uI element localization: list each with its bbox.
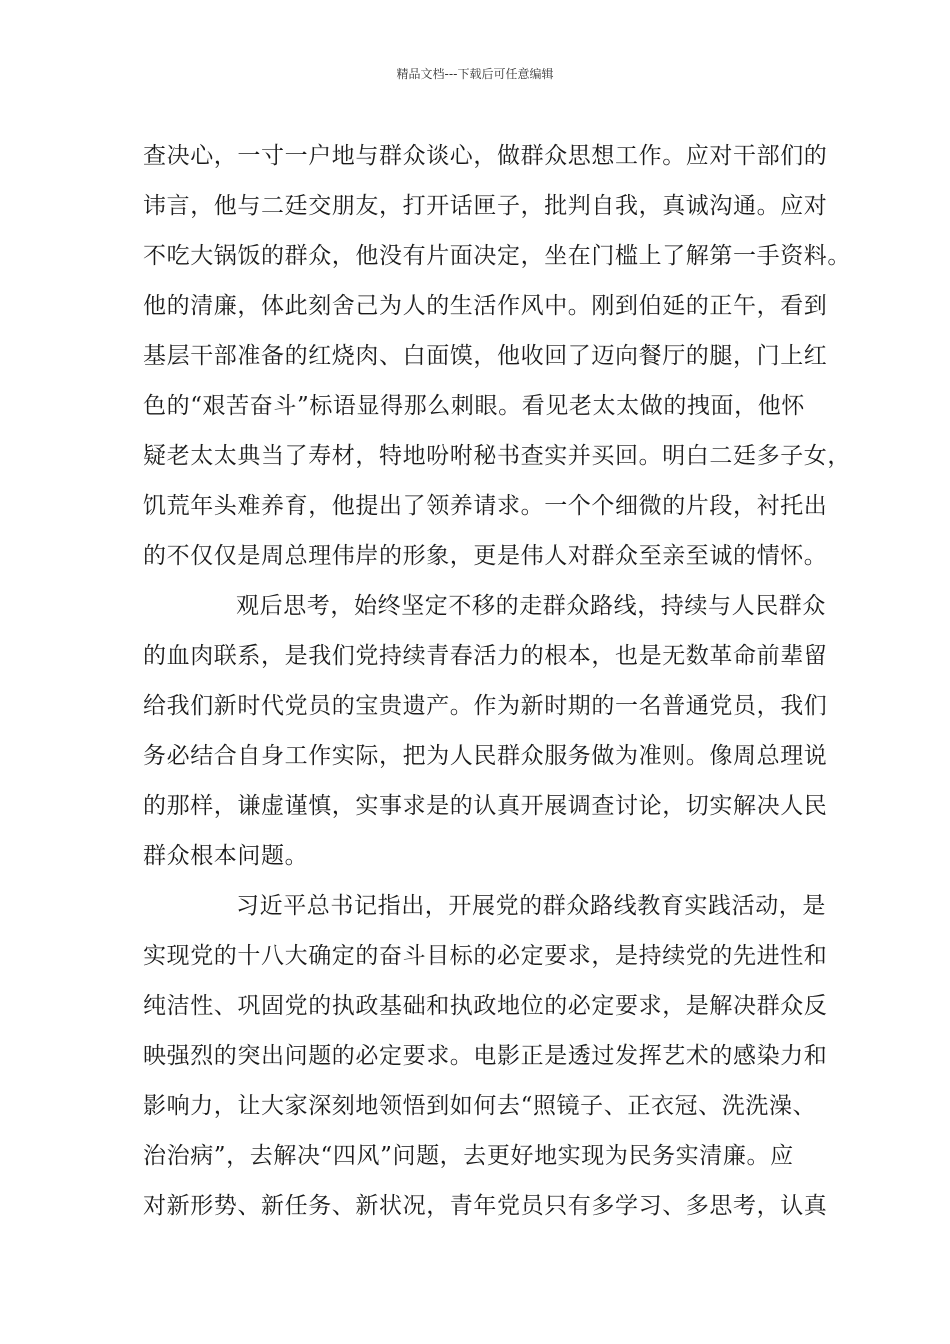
text-line: 讳言，他与二廷交朋友，打开话匣子，批判自我，真诚沟通。应对 [143, 193, 828, 219]
text-line: 的不仅仅是周总理伟岸的形象，更是伟人对群众至亲至诚的情怀。 [143, 543, 828, 569]
paragraph-1 [143, 131, 851, 581]
text-line: 纯洁性、巩固党的执政基础和执政地位的必定要求，是解决群众反 [143, 993, 828, 1019]
text-line-indented: 习近平总书记指出，开展党的群众路线教育实践活动，是 [236, 893, 826, 919]
text-line: 映强烈的突出问题的必定要求。电影正是透过发挥艺术的感染力和 [143, 1043, 828, 1069]
text-line: 基层干部准备的红烧肉、白面馍，他收回了迈向餐厅的腿，门上红 [143, 343, 828, 369]
text-line: 查决心，一寸一户地与群众谈心，做群众思想工作。应对干部们的 [143, 143, 828, 169]
text-line: 影响力，让大家深刻地领悟到如何去“照镜子、正衣冠、洗洗澡、 [143, 1093, 817, 1119]
paragraph-2 [143, 581, 828, 881]
text-line: 的血肉联系，是我们党持续青春活力的根本，也是无数革命前辈留 [143, 643, 828, 669]
text-line: 色的“艰苦奋斗”标语显得那么刺眼。看见老太太做的拽面，他怀 [143, 393, 805, 419]
text-line: 饥荒年头难养育，他提出了领养请求。一个个细微的片段，衬托出 [143, 493, 828, 519]
page-header: 精品文档---下载后可任意编辑 [396, 67, 554, 81]
text-line: 群众根本问题。 [143, 843, 309, 869]
text-line: 对新形势、新任务、新状况，青年党员只有多学习、多思考，认真 [143, 1193, 828, 1219]
text-line: 给我们新时代党员的宝贵遗产。作为新时期的一名普通党员，我们 [143, 693, 828, 719]
text-line: 务必结合自身工作实际，把为人民群众服务做为准则。像周总理说 [143, 743, 828, 769]
text-line: 治治病”，去解决“四风”问题，去更好地实现为民务实清廉。应 [143, 1143, 794, 1169]
document-body [143, 131, 851, 1231]
text-line: 疑老太太典当了寿材，特地吩咐秘书查实并买回。明白二廷多子女， [143, 443, 851, 469]
text-line: 实现党的十八大确定的奋斗目标的必定要求，是持续党的先进性和 [143, 943, 828, 969]
text-line: 的那样，谦虚谨慎，实事求是的认真开展调查讨论，切实解决人民 [143, 793, 828, 819]
text-line-indented: 观后思考，始终坚定不移的走群众路线，持续与人民群众 [236, 593, 826, 619]
text-line: 不吃大锅饭的群众，他没有片面决定，坐在门槛上了解第一手资料。 [143, 243, 851, 269]
text-line: 他的清廉，体此刻舍己为人的生活作风中。刚到伯延的正午，看到 [143, 293, 828, 319]
paragraph-3 [143, 881, 828, 1231]
